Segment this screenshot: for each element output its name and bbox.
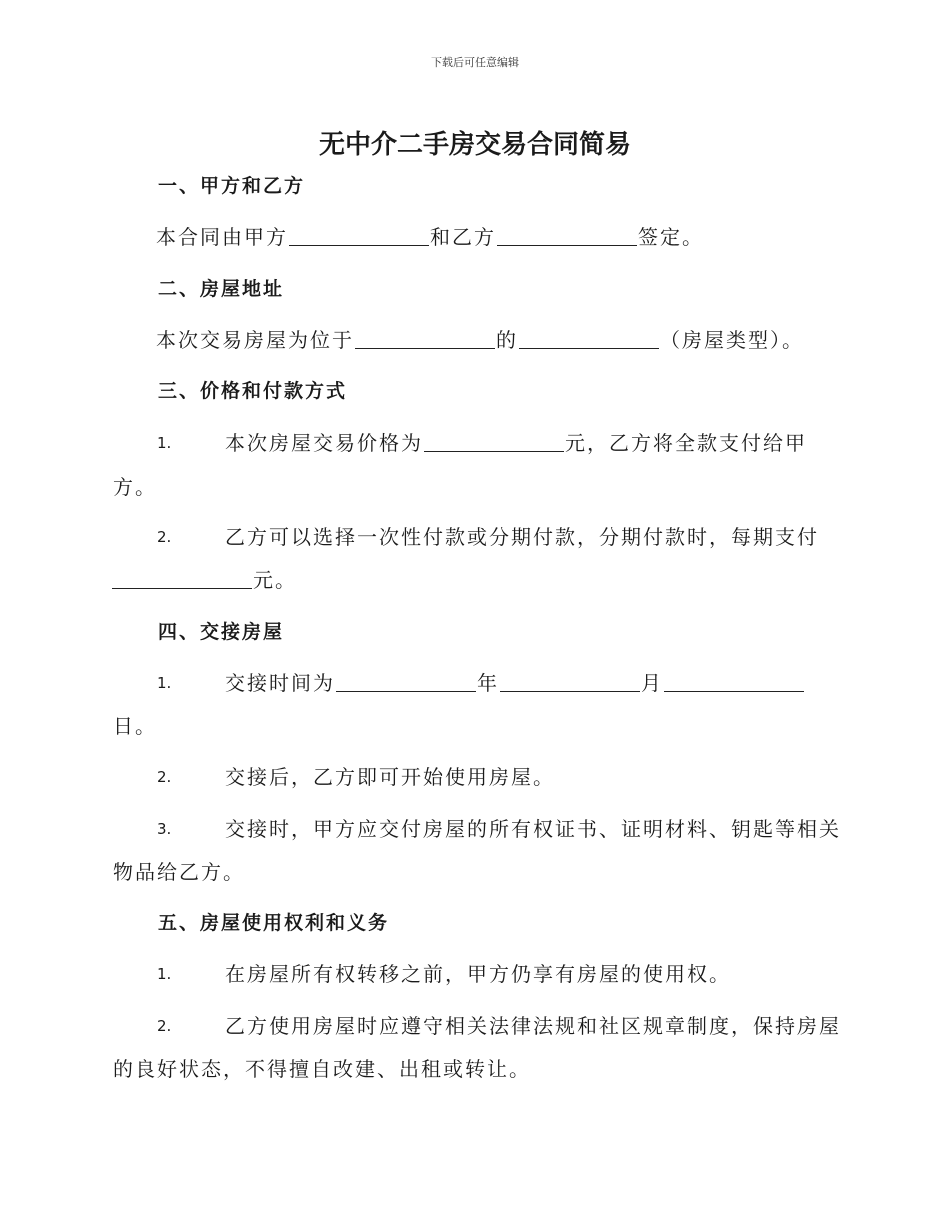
section-4-item-1: [225, 669, 805, 697]
section-3-item-2-cont: [111, 566, 297, 594]
text: 交接时间为: [225, 671, 335, 695]
document-title: 无中介二手房交易合同简易: [318, 130, 631, 160]
section-4-heading: 四、交接房屋: [158, 621, 285, 643]
section-4-item-2: 交接后，乙方即可开始使用房屋。: [225, 765, 555, 789]
section-5-item-2-cont: 的良好状态，不得擅自改建、出租或转让。: [113, 1057, 531, 1081]
section-1-heading: 一、甲方和乙方: [158, 175, 306, 197]
item-number: 2.: [157, 528, 172, 546]
item-number: 3.: [157, 820, 172, 838]
item-number: 1.: [157, 434, 172, 452]
month-blank[interactable]: [500, 671, 640, 692]
section-4-item-1-cont: 日。: [113, 714, 157, 738]
price-blank[interactable]: [424, 431, 564, 452]
installment-blank[interactable]: [112, 568, 252, 589]
section-3-item-1: [225, 429, 807, 457]
item-number: 1.: [157, 674, 172, 692]
text: 的: [496, 328, 518, 352]
section-5-item-2: 乙方使用房屋时应遵守相关法律法规和社区规章制度，保持房屋: [225, 1014, 841, 1038]
text: 本次房屋交易价格为: [225, 431, 423, 455]
party-a-blank[interactable]: [289, 225, 429, 246]
text: 年: [477, 671, 499, 695]
item-number: 2.: [157, 1017, 172, 1035]
party-b-blank[interactable]: [497, 225, 637, 246]
section-3-item-1-cont: 方。: [113, 475, 157, 499]
section-3-heading: 三、价格和付款方式: [158, 380, 348, 402]
item-number: 1.: [157, 965, 172, 983]
section-1-paragraph: [156, 223, 704, 251]
section-4-item-3-cont: 物品给乙方。: [113, 860, 245, 884]
section-5-item-1: 在房屋所有权转移之前，甲方仍享有房屋的使用权。: [225, 962, 731, 986]
text: 元，乙方将全款支付给甲: [565, 431, 807, 455]
text: 和乙方: [430, 225, 496, 249]
year-blank[interactable]: [336, 671, 476, 692]
text: 元。: [253, 568, 297, 592]
section-2-heading: 二、房屋地址: [158, 278, 285, 300]
text: 本合同由甲方: [156, 225, 288, 249]
location-blank[interactable]: [355, 328, 495, 349]
section-5-heading: 五、房屋使用权利和义务: [158, 912, 390, 934]
section-4-item-3: 交接时，甲方应交付房屋的所有权证书、证明材料、钥匙等相关: [225, 817, 841, 841]
header-note: 下载后可任意编辑: [431, 56, 519, 69]
section-3-item-2: 乙方可以选择一次性付款或分期付款，分期付款时，每期支付: [225, 525, 819, 549]
house-type-blank[interactable]: [519, 328, 659, 349]
text: 本次交易房屋为位于: [156, 328, 354, 352]
text: 签定。: [638, 225, 704, 249]
day-blank[interactable]: [664, 671, 804, 692]
section-2-paragraph: [156, 326, 804, 354]
text: （房屋类型）。: [660, 328, 804, 352]
item-number: 2.: [157, 768, 172, 786]
text: 月: [641, 671, 663, 695]
